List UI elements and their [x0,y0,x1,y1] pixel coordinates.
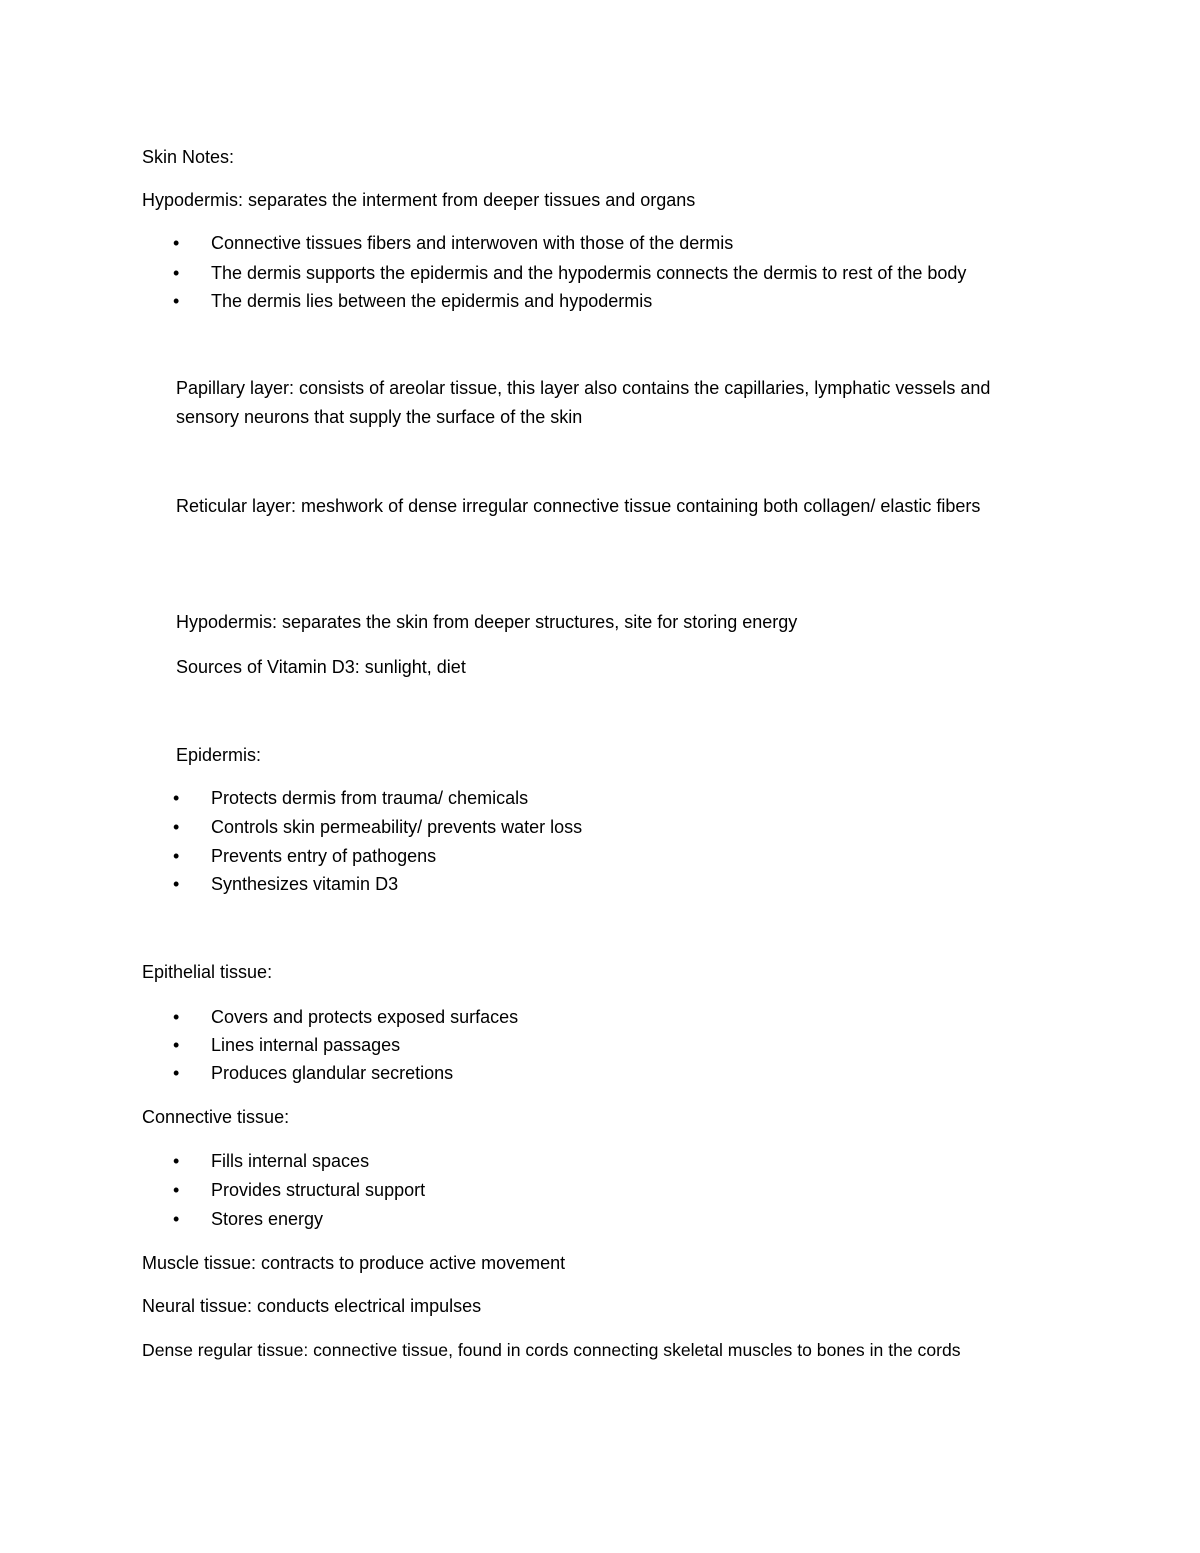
bullet-icon: • [173,817,180,837]
connective-heading: Connective tissue: [142,1107,290,1127]
dense-regular-tissue-paragraph: Dense regular tissue: connective tissue, found in cords connecting skeletal muscles to bones in the cords [142,1340,961,1360]
page-title: Skin Notes: [142,147,235,167]
list-item-text: Synthesizes vitamin D3 [211,874,399,894]
bullet-icon: • [173,1063,180,1083]
list-item-text: Covers and protects exposed surfaces [211,1007,519,1027]
bullet-icon: • [173,846,180,866]
list-item-text: Protects dermis from trauma/ chemicals [211,788,529,808]
list-item-text: Produces glandular secretions [211,1063,454,1083]
list-item-text: Prevents entry of pathogens [211,846,437,866]
bullet-icon: • [173,1180,180,1200]
hypodermis-paragraph: Hypodermis: separates the skin from deeper structures, site for storing energy [176,612,798,632]
bullet-icon: • [173,233,180,253]
neural-tissue-paragraph: Neural tissue: conducts electrical impulses [142,1296,482,1316]
bullet-icon: • [173,874,180,894]
list-item-text: Stores energy [211,1209,324,1229]
bullet-icon: • [173,788,180,808]
list-item-text: Fills internal spaces [211,1151,370,1171]
reticular-layer-paragraph: Reticular layer: meshwork of dense irregular connective tissue containing both collagen/ elastic fibers [176,496,981,516]
epithelial-heading: Epithelial tissue: [142,962,273,982]
epidermis-heading: Epidermis: [176,745,262,765]
hypodermis-intro: Hypodermis: separates the interment from deeper tissues and organs [142,190,696,210]
list-item-text: The dermis lies between the epidermis and hypodermis [211,291,653,311]
bullet-icon: • [173,263,180,283]
list-item-text: Lines internal passages [211,1035,401,1055]
bullet-icon: • [173,1035,180,1055]
bullet-icon: • [173,291,180,311]
muscle-tissue-paragraph: Muscle tissue: contracts to produce active movement [142,1253,566,1273]
list-item-text: Controls skin permeability/ prevents water loss [211,817,583,837]
bullet-icon: • [173,1209,180,1229]
vitamin-d3-paragraph: Sources of Vitamin D3: sunlight, diet [176,657,466,677]
list-item-text: Connective tissues fibers and interwoven with those of the dermis [211,233,734,253]
papillary-layer-paragraph: Papillary layer: consists of areolar tissue, this layer also contains the capillaries, lymphatic vessels and sensory neurons that supply the surface of the skin [176,378,991,427]
bullet-icon: • [173,1151,180,1171]
bullet-icon: • [173,1007,180,1027]
list-item-text: Provides structural support [211,1180,426,1200]
list-item-text: The dermis supports the epidermis and the hypodermis connects the dermis to rest of the body [211,263,967,283]
